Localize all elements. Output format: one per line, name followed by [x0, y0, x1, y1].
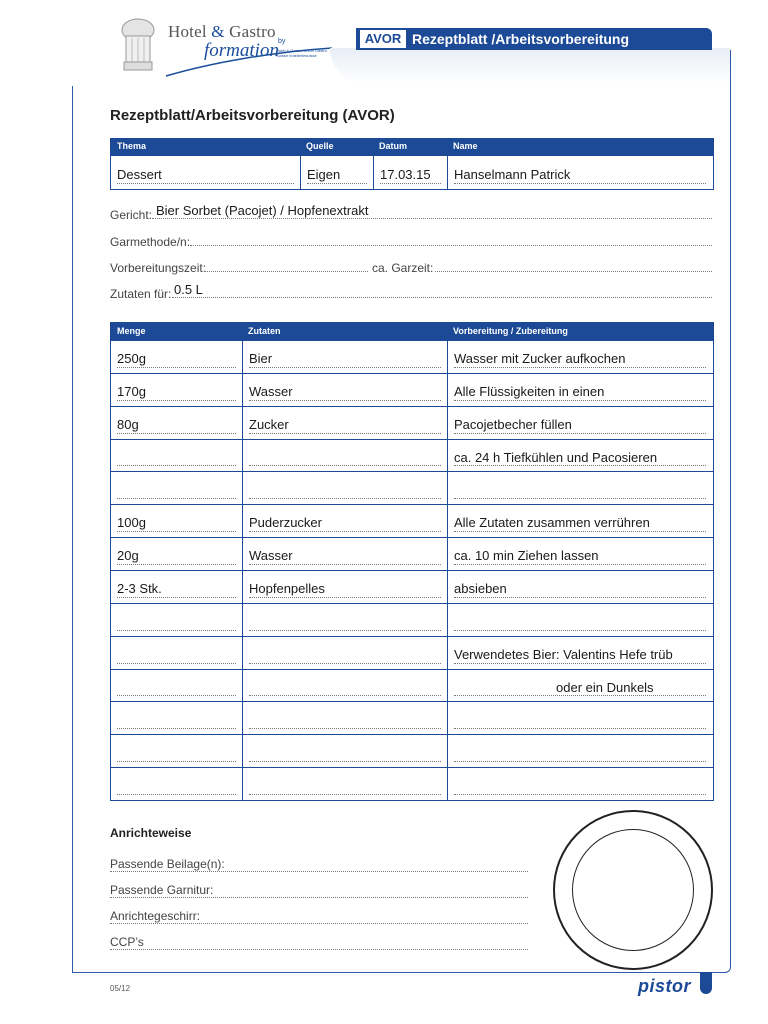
logo-script-text: formation [204, 40, 279, 61]
header-title: Rezeptblatt /Arbeitsvorbereitung [412, 31, 630, 47]
garmethode-label: Garmethode/n: [110, 235, 191, 249]
footer-tab [700, 972, 712, 994]
menge-cell[interactable] [111, 341, 242, 374]
zutat-text: Puderzucker [249, 515, 322, 531]
menge-cell[interactable] [111, 571, 242, 604]
table-row [111, 537, 713, 571]
beilage-label: Passende Beilage(n): [110, 857, 225, 871]
header-thema: Thema [117, 141, 147, 151]
zutat-cell[interactable] [243, 670, 447, 703]
document-title: Rezeptblatt/Arbeitsvorbereitung (AVOR) [110, 107, 395, 124]
menge-text: 20g [117, 548, 139, 564]
table-row [111, 406, 713, 440]
gericht-label: Gericht: [110, 208, 153, 222]
logo-fine-print: Hotel & Gastro Union Gastro Suisse hotelleriesuisse [276, 48, 327, 58]
menge-text: 2-3 Stk. [117, 581, 162, 596]
zubereitung-cell[interactable] [448, 472, 712, 505]
table-row [111, 373, 713, 407]
page-code: 05/12 [110, 984, 131, 993]
zubereitung-cell[interactable] [448, 702, 712, 735]
garzeit-label: ca. Garzeit: [372, 261, 434, 275]
zubereitung-text: ca. 24 h Tiefkühlen und Pacosieren [454, 449, 658, 465]
table-row [111, 504, 713, 538]
header-tab-bar [356, 28, 712, 50]
menge-cell[interactable] [111, 702, 242, 735]
garmethode-field[interactable] [110, 235, 712, 249]
menge-cell[interactable] [111, 768, 242, 801]
table-row [111, 636, 713, 670]
zutat-cell[interactable] [243, 538, 447, 571]
info-table-header [111, 139, 713, 156]
logo-by-text: by [278, 38, 286, 45]
zubereitung-text: oder ein Dunkels [556, 679, 654, 695]
zubereitung-cell[interactable] [448, 440, 712, 473]
table-row [111, 340, 713, 374]
header-name: Name [453, 141, 478, 151]
zutat-cell[interactable] [243, 505, 447, 538]
table-row [111, 471, 713, 505]
zutat-cell[interactable] [243, 440, 447, 473]
table-row [111, 603, 713, 637]
zubereitung-text: ca. 10 min Ziehen lassen [454, 548, 599, 564]
zubereitung-cell[interactable] [448, 637, 712, 670]
menge-cell[interactable] [111, 374, 242, 407]
zutat-cell[interactable] [243, 604, 447, 637]
zubereitung-text: Alle Flüssigkeiten in einen [454, 383, 605, 399]
name-field[interactable] [448, 156, 712, 189]
ccp-field[interactable] [110, 935, 528, 950]
menge-text: 80g [117, 416, 139, 432]
zubereitung-cell[interactable] [448, 505, 712, 538]
logo-brand-text: Hotel & Gastro [168, 22, 276, 41]
pistor-logo: pistor [638, 976, 692, 996]
zubereitung-cell[interactable] [448, 604, 712, 637]
header-zutaten: Zutaten [248, 326, 281, 336]
zubereitung-text: Pacojetbecher füllen [454, 416, 572, 432]
zutat-cell[interactable] [243, 735, 447, 768]
menge-cell[interactable] [111, 604, 242, 637]
table-row [111, 701, 713, 735]
ccp-label: CCP’s [110, 935, 144, 949]
table-row [111, 570, 713, 604]
table-row [111, 767, 713, 801]
gericht-field[interactable] [110, 203, 712, 222]
zutat-cell[interactable] [243, 571, 447, 604]
zutaten-fuer-field[interactable] [110, 282, 712, 301]
menge-cell[interactable] [111, 472, 242, 505]
zutat-text: Wasser [249, 548, 293, 564]
zubereitung-cell[interactable] [448, 374, 712, 407]
menge-text: 170g [117, 383, 146, 399]
menge-cell[interactable] [111, 538, 242, 571]
header-datum: Datum [379, 141, 408, 151]
menge-cell[interactable] [111, 407, 242, 440]
recipe-table [110, 322, 714, 801]
quelle-value: Eigen [307, 167, 341, 182]
gericht-value: Bier Sorbet (Pacojet) / Hopfenextrakt [156, 203, 369, 218]
zutat-cell[interactable] [243, 472, 447, 505]
geschirr-field[interactable] [110, 909, 528, 924]
header-zubereitung: Vorbereitung / Zubereitung [453, 326, 568, 336]
thema-field[interactable] [111, 156, 301, 189]
header-menge: Menge [117, 326, 146, 336]
datum-value: 17.03.15 [380, 167, 431, 182]
zutat-cell[interactable] [243, 702, 447, 735]
zubereitung-text: Verwendetes Bier: Valentins Hefe trüb [454, 646, 673, 662]
datum-field[interactable] [374, 156, 448, 189]
zubereitung-text: Wasser mit Zucker aufkochen [454, 351, 626, 366]
geschirr-label: Anrichtegeschirr: [110, 909, 201, 923]
zubereitung-cell[interactable] [448, 670, 712, 703]
menge-cell[interactable] [111, 637, 242, 670]
zubereitung-cell[interactable] [448, 341, 712, 374]
zutat-text: Zucker [249, 416, 289, 432]
beilage-field[interactable] [110, 857, 528, 872]
menge-text: 250g [117, 351, 146, 366]
vorbereitungszeit-label: Vorbereitungszeit: [110, 261, 207, 275]
zutat-cell[interactable] [243, 768, 447, 801]
menge-cell[interactable] [111, 440, 242, 473]
plate-drawing-area[interactable] [553, 810, 713, 970]
zubereitung-cell[interactable] [448, 538, 712, 571]
zubereitung-cell[interactable] [448, 768, 712, 801]
garnitur-label: Passende Garnitur: [110, 883, 214, 897]
zeit-field[interactable] [110, 261, 712, 275]
header-quelle: Quelle [306, 141, 334, 151]
menge-cell[interactable] [111, 670, 242, 703]
zubereitung-cell[interactable] [448, 571, 712, 604]
recipe-table-header [111, 323, 713, 340]
menge-cell[interactable] [111, 735, 242, 768]
garnitur-field[interactable] [110, 883, 528, 898]
zutat-cell[interactable] [243, 407, 447, 440]
sheet-left-rule [72, 86, 73, 972]
thema-value: Dessert [117, 167, 162, 182]
zutat-text: Bier [249, 351, 273, 366]
quelle-field[interactable] [301, 156, 374, 189]
zubereitung-text: absieben [454, 581, 507, 596]
table-row [111, 439, 713, 473]
zutaten-fuer-value: 0.5 L [174, 282, 203, 297]
zutat-cell[interactable] [243, 374, 447, 407]
anrichteweise-title: Anrichteweise [110, 826, 192, 840]
menge-text: 100g [117, 515, 146, 531]
table-row [111, 734, 713, 768]
plate-inner-rim [572, 829, 694, 951]
header-code: AVOR [360, 30, 406, 48]
menge-cell[interactable] [111, 505, 242, 538]
zutat-cell[interactable] [243, 341, 447, 374]
zutaten-fuer-label: Zutaten für: [110, 287, 172, 301]
info-table [110, 138, 714, 190]
table-row [111, 669, 713, 703]
zutat-text: Hopfenpelles [249, 581, 325, 596]
zubereitung-cell[interactable] [448, 407, 712, 440]
zutat-cell[interactable] [243, 637, 447, 670]
zutat-text: Wasser [249, 383, 293, 399]
name-value: Hanselmann Patrick [454, 167, 571, 182]
zubereitung-text: Alle Zutaten zusammen verrühren [454, 515, 650, 531]
zubereitung-cell[interactable] [448, 735, 712, 768]
